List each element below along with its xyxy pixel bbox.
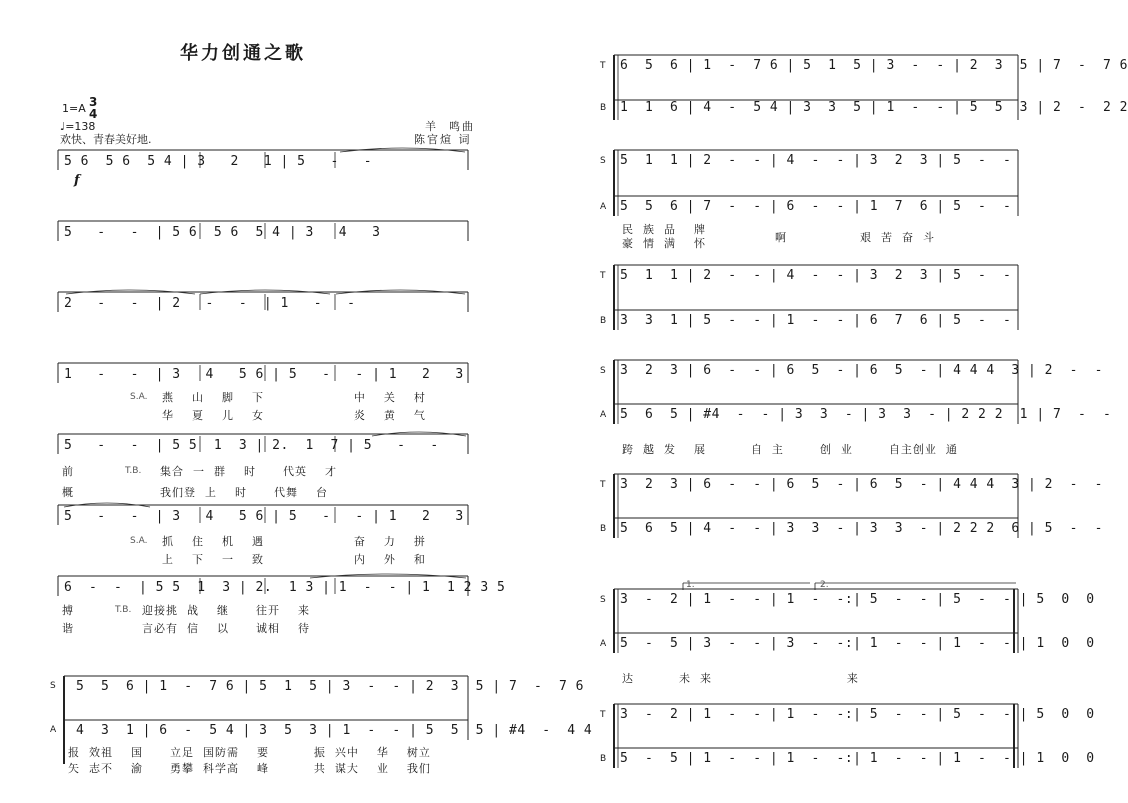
song-title: 华力创通之歌 <box>180 43 306 64</box>
right-row-notes: 5 1 1 | 2 - - | 4 - - | 3 2 3 | 5 - - <box>620 268 1012 283</box>
voice-label: T <box>600 480 606 490</box>
lyric-line: 报 效祖 国 立足 国防需 要 振 兴中 华 树立 <box>68 746 431 759</box>
key-signature: 1=A <box>62 102 86 115</box>
voice-label: T <box>600 710 606 720</box>
lyric-line: 豪 情 满 怀 <box>622 237 706 250</box>
lyric-line: 跨 越 发 展 自 主 创 业 自主创业 通 <box>622 443 958 456</box>
left-row-6-notes: 5 - - | 3 4 5 6 | 5 - - | 1 2 3 <box>64 509 464 524</box>
voice-label-a: A <box>50 725 57 735</box>
left-row-3-notes: 2 - - | 2 - - | 1 - - <box>64 296 356 311</box>
right-row-notes: 3 2 3 | 6 - - | 6 5 - | 6 5 - | 4 4 4 3 | 2 - - <box>620 363 1103 378</box>
voice-label: S <box>600 156 606 166</box>
right-row-notes: 3 3 1 | 5 - - | 1 - - | 6 7 6 | 5 - - <box>620 313 1012 328</box>
voice-label: T <box>600 61 606 71</box>
lyric-lead: 前 <box>62 465 74 478</box>
left-row-4-notes: 1 - - | 3 4 5 6 | 5 - - | 1 2 3 <box>64 367 464 382</box>
part-label-sa: S.A. <box>130 536 148 546</box>
voice-label: A <box>600 410 607 420</box>
composer-credit: 羊 鸣曲 <box>425 120 475 133</box>
voice-label: B <box>600 103 607 113</box>
left-row-8-notes: 5 5 6 | 1 - 7 6 | 5 1 5 | 3 - - | 2 3 5 | 7 - 7 6 <box>76 679 584 694</box>
right-row-notes: 3 - 2 | 1 - - | 1 - -:| 5 - - | 5 - - | 5 0 0 <box>620 707 1095 722</box>
volta-first-label: 1. <box>686 580 695 590</box>
voice-label: T <box>600 271 606 281</box>
voice-label-s: S <box>50 681 56 691</box>
lyric-lead: 谐 <box>62 622 74 635</box>
lyric-line: 抓 住 机 遇 奋 力 拼 <box>162 535 426 548</box>
expression-marking: 欢快、青春美好地. <box>60 133 152 146</box>
lyric-lead: 概 <box>62 486 74 499</box>
lyric-line: 我们登 上 时 代舞 台 <box>160 486 328 499</box>
lyric-line: 燕 山 脚 下 中 关 村 <box>162 391 426 404</box>
volta-second-label: 2. <box>820 580 829 590</box>
right-row-notes: 5 1 1 | 2 - - | 4 - - | 3 2 3 | 5 - - <box>620 153 1012 168</box>
right-row-notes: 5 - 5 | 1 - - | 1 - -:| 1 - - | 1 - - | 1 0 0 <box>620 751 1095 766</box>
voice-label: B <box>600 524 607 534</box>
left-row-5-notes: 5 - - | 5 5 1 3 | 2. 1 7 | 5 - - <box>64 438 439 453</box>
lyric-line: 矢 志不 渝 勇攀 科学高 峰 共 谋大 业 我们 <box>68 762 431 775</box>
right-row-notes: 6 5 6 | 1 - 7 6 | 5 1 5 | 3 - - | 2 3 5 | 7 - 7 6 <box>620 58 1128 73</box>
right-row-notes: 5 6 5 | 4 - - | 3 3 - | 3 3 - | 2 2 2 6 | 5 - - <box>620 521 1103 536</box>
left-row-2-notes: 5 - - | 5 6 5 6 5 4 | 3 4 3 <box>64 225 381 240</box>
time-signature-bottom: 4 <box>89 107 98 121</box>
right-row-notes: 3 - 2 | 1 - - | 1 - -:| 5 - - | 5 - - | 5 0 0 <box>620 592 1095 607</box>
lyric-line: 达 未 来 来 <box>622 672 859 685</box>
lyric-line: 民 族 品 牌 <box>622 223 706 236</box>
right-row-notes: 5 - 5 | 3 - - | 3 - -:| 1 - - | 1 - - | 1 0 0 <box>620 636 1095 651</box>
right-row-notes: 1 1 6 | 4 - 5 4 | 3 3 5 | 1 - - | 5 5 3 | 2 - 2 2 <box>620 100 1128 115</box>
lyric-line: 啊 <box>775 231 787 244</box>
dynamic-forte: f <box>74 173 80 188</box>
lyric-line: 集合 一 群 时 代英 才 <box>160 465 337 478</box>
left-row-1-notes: 5 6 5 6 5 4 | 3 2 1 | 5 - - <box>64 154 373 169</box>
right-row-notes: 5 6 5 | #4 - - | 3 3 - | 3 3 - | 2 2 2 1 | 7 - - <box>620 407 1112 422</box>
voice-label: S <box>600 366 606 376</box>
part-label-tb: T.B. <box>125 466 142 476</box>
lyric-line: 言必有 信 以 诚相 待 <box>142 622 310 635</box>
lyric-line: 上 下 一 致 内 外 和 <box>162 553 426 566</box>
lyric-lead: 搏 <box>62 604 74 617</box>
lyricist-credit: 陈官煊 词 <box>414 133 472 146</box>
lyric-line: 华 夏 儿 女 炎 黄 气 <box>162 409 426 422</box>
left-row-9-notes: 4 3 1 | 6 - 5 4 | 3 5 3 | 1 - - | 5 5 5 | #4 - 4 4 <box>76 723 593 738</box>
part-label-tb: T.B. <box>115 605 132 615</box>
voice-label: A <box>600 639 607 649</box>
tempo-marking: ♩=138 <box>60 120 96 133</box>
lyric-line: 迎接挑 战 继 往开 来 <box>142 604 310 617</box>
voice-label: S <box>600 595 606 605</box>
part-label-sa: S.A. <box>130 392 148 402</box>
left-row-7-notes: 6 - - | 5 5 1 3 | 2. 1 3 | 1 - - | 1 1 2 3 5 <box>64 580 506 595</box>
voice-label: B <box>600 316 607 326</box>
right-row-notes: 5 5 6 | 7 - - | 6 - - | 1 7 6 | 5 - - <box>620 199 1012 214</box>
voice-label: A <box>600 202 607 212</box>
voice-label: B <box>600 754 607 764</box>
lyric-line: 艰 苦 奋 斗 <box>860 231 935 244</box>
time-signature-top: 3 <box>89 95 98 109</box>
right-row-notes: 3 2 3 | 6 - - | 6 5 - | 6 5 - | 4 4 4 3 | 2 - - <box>620 477 1103 492</box>
